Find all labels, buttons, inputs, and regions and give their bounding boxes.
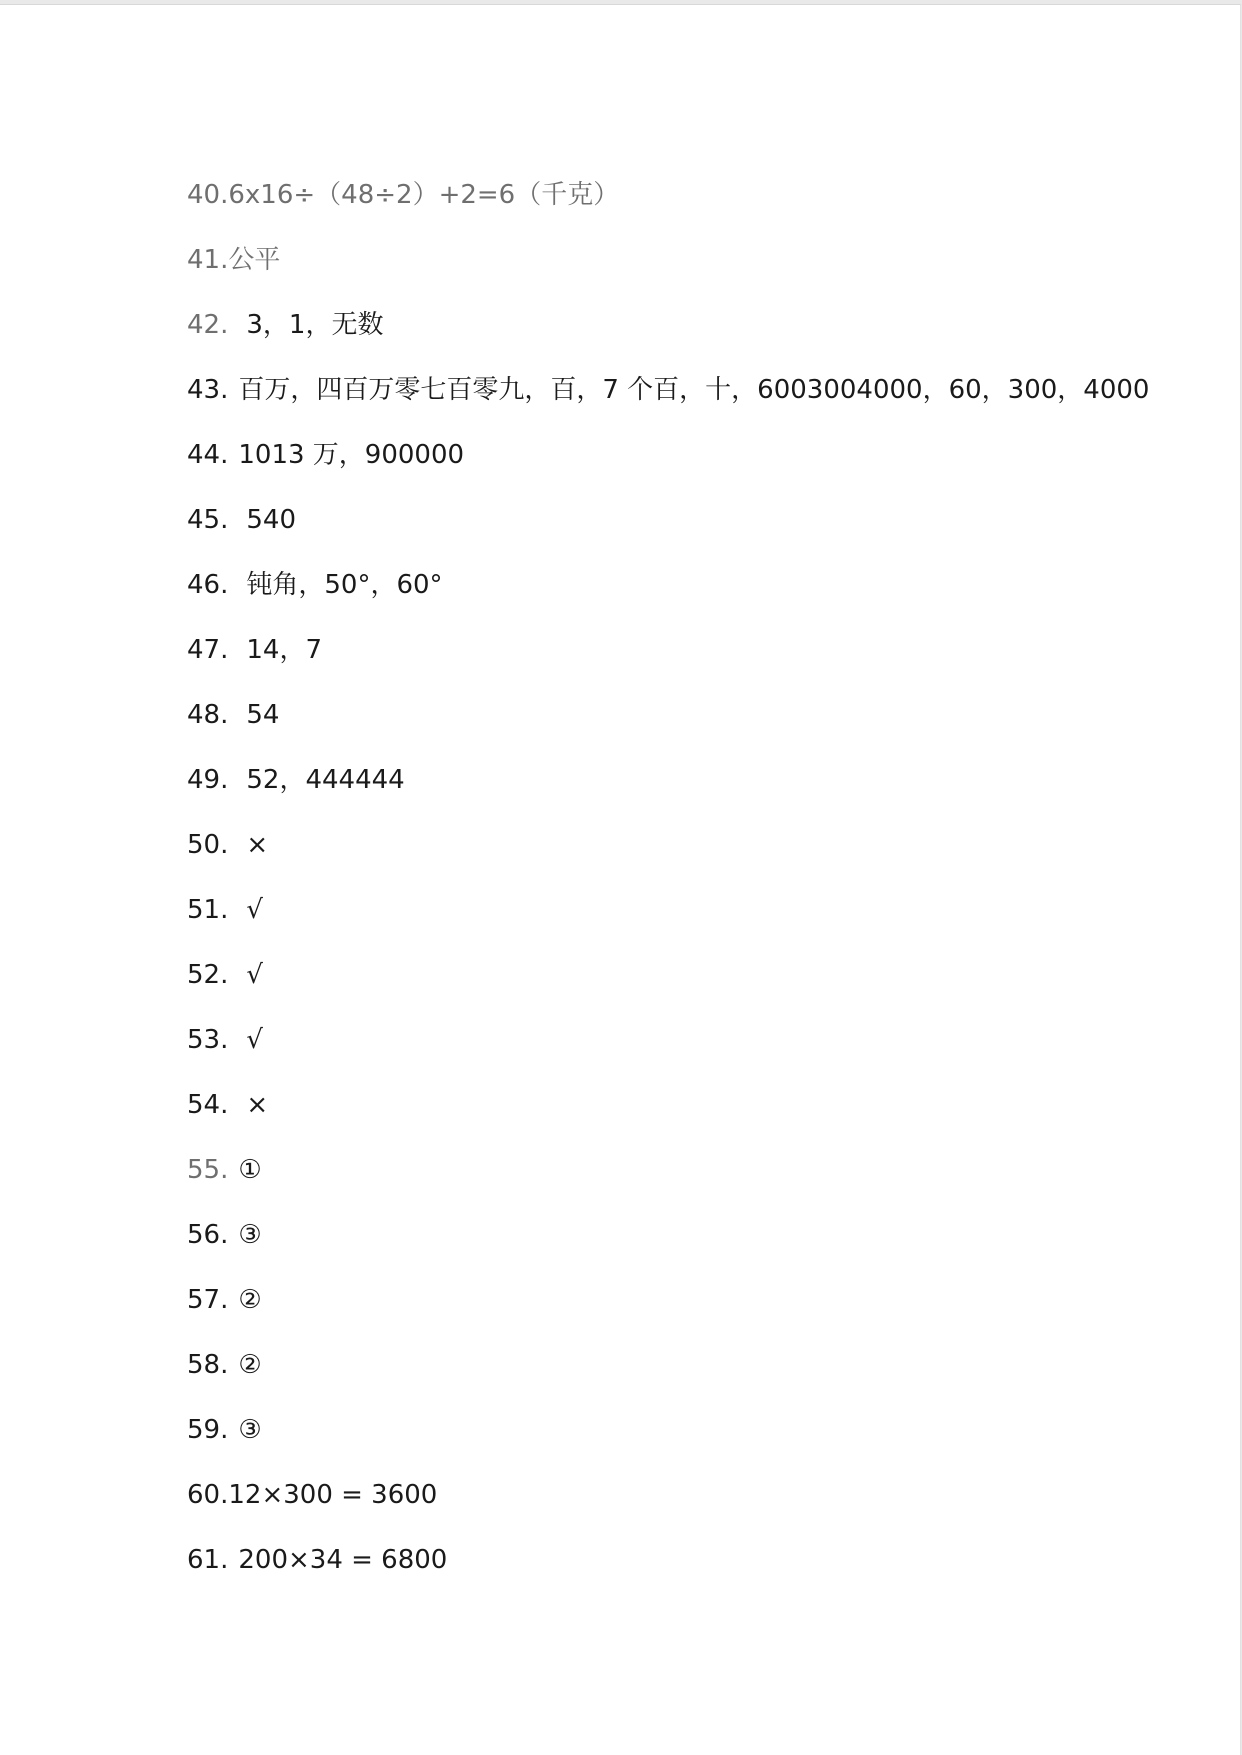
answer-text: 200×34 = 6800 — [238, 1545, 448, 1575]
answer-number: 42. — [187, 310, 229, 340]
answer-number: 61. — [187, 1545, 229, 1575]
answer-number: 45. — [187, 505, 229, 535]
answer-number: 46. — [187, 570, 229, 600]
answer-number: 43. — [187, 375, 229, 405]
answer-number: 55. — [187, 1155, 229, 1185]
answer-number: 41. — [187, 245, 229, 275]
answer-text: 1013 万，900000 — [238, 440, 465, 470]
answer-number: 49. — [187, 765, 229, 795]
answer-text: 6x16÷（48÷2）+2=6（千克） — [228, 180, 620, 210]
answer-item — [187, 1463, 1149, 1528]
answer-text: 540 — [246, 505, 296, 535]
answer-text: ② — [238, 1285, 262, 1315]
answer-number: 56. — [187, 1220, 229, 1250]
answer-item — [187, 293, 1149, 358]
answer-text: ③ — [238, 1415, 262, 1445]
answer-text: 公平 — [228, 245, 281, 275]
answer-item — [187, 1008, 1149, 1073]
answer-list — [187, 163, 1149, 1593]
answer-text: × — [246, 830, 269, 860]
answer-text: √ — [246, 895, 263, 925]
answer-text: ② — [238, 1350, 262, 1380]
answer-item — [187, 1073, 1149, 1138]
answer-text: √ — [246, 1025, 263, 1055]
answer-item — [187, 163, 1149, 228]
answer-item — [187, 423, 1149, 488]
answer-text: ① — [238, 1155, 262, 1185]
answer-item — [187, 1268, 1149, 1333]
answer-item — [187, 488, 1149, 553]
answer-text: 52，444444 — [246, 765, 405, 795]
answer-number: 48. — [187, 700, 229, 730]
answer-text: 54 — [246, 700, 280, 730]
answer-text: 钝角，50°，60° — [246, 570, 443, 600]
answer-item — [187, 813, 1149, 878]
answer-text: ③ — [238, 1220, 262, 1250]
answer-item — [187, 683, 1149, 748]
answer-number: 59. — [187, 1415, 229, 1445]
answer-item — [187, 878, 1149, 943]
answer-item — [187, 1528, 1149, 1593]
answer-number: 51. — [187, 895, 229, 925]
answer-item — [187, 748, 1149, 813]
answer-text: × — [246, 1090, 269, 1120]
answer-item — [187, 358, 1149, 423]
answer-number: 54. — [187, 1090, 229, 1120]
answer-number: 50. — [187, 830, 229, 860]
answer-item — [187, 228, 1149, 293]
answer-item — [187, 1398, 1149, 1463]
answer-number: 53. — [187, 1025, 229, 1055]
answer-item — [187, 1203, 1149, 1268]
answer-item — [187, 1333, 1149, 1398]
answer-number: 40. — [187, 180, 229, 210]
answer-text: 3，1，无数 — [246, 310, 384, 340]
answer-item — [187, 1138, 1149, 1203]
answer-number: 52. — [187, 960, 229, 990]
answer-text: 百万，四百万零七百零九，百，7 个百，十，6003004000，60，300，4000 — [238, 375, 1150, 405]
answer-text: 14，7 — [246, 635, 322, 665]
answer-number: 58. — [187, 1350, 229, 1380]
answer-item — [187, 618, 1149, 683]
answer-text: 12×300 = 3600 — [228, 1480, 438, 1510]
answer-number: 57. — [187, 1285, 229, 1315]
answer-item — [187, 553, 1149, 618]
answer-item — [187, 943, 1149, 1008]
answer-number: 44. — [187, 440, 229, 470]
document-page — [0, 4, 1241, 1755]
answer-number: 60. — [187, 1480, 229, 1510]
answer-text: √ — [246, 960, 263, 990]
answer-number: 47. — [187, 635, 229, 665]
